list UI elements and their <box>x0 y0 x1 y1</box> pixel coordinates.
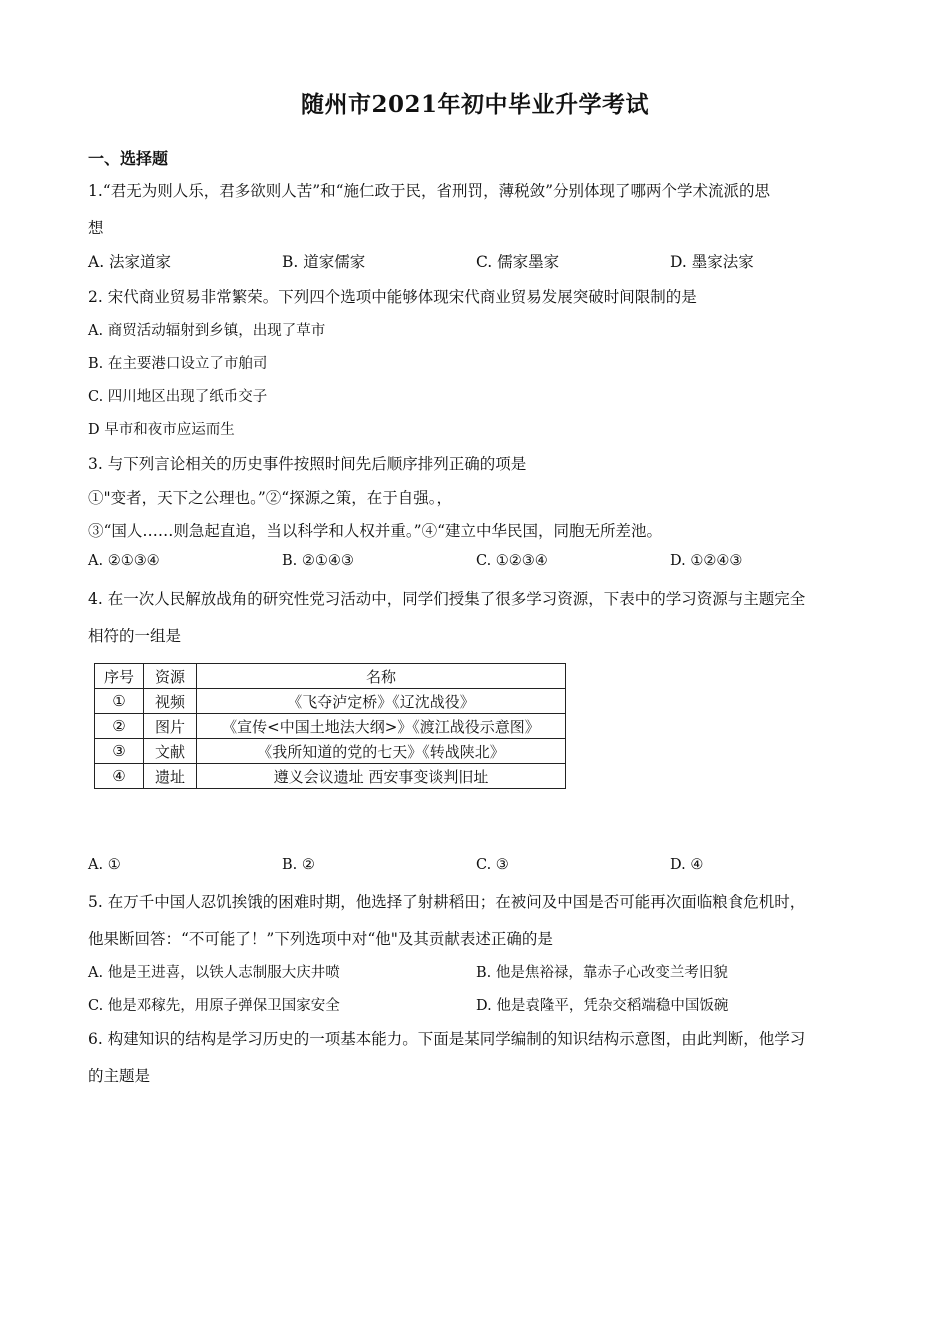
table-cell: 视频 <box>144 689 197 714</box>
table-header-cell: 名称 <box>197 664 566 689</box>
table-row <box>95 739 566 764</box>
question-6-text: 6. 构建知识的结构是学习历史的一项基本能力。下面是某同学编制的知识结构示意图，由此判断，他学习 <box>88 1030 806 1048</box>
q2-option-d[interactable]: D 早市和夜市应运而生 <box>88 422 235 438</box>
question-5-text-cont: 他果断回答：“不可能了！”下列选项中对“他"及其贡献表述正确的是 <box>88 930 553 948</box>
question-1-text: 1.“君无为则人乐，君多欲则人苦”和“施仁政于民，省刑罚，薄税敛”分别体现了哪两个学术流派的思 <box>88 182 770 200</box>
table-cell: 《宣传<中国土地法大纲>》《渡江战役示意图》 <box>197 714 566 739</box>
question-1-text-cont: 想 <box>88 219 104 237</box>
page-title: 随州市2021年初中毕业升学考试 <box>300 91 649 118</box>
question-3-quote-2: ③“国人……则急起直追，当以科学和人权并重。”④“建立中华民国，同胞无所差池。 <box>88 522 663 540</box>
section-heading: 一、选择题 <box>88 149 169 168</box>
q1-option-a[interactable]: A. 法家道家 <box>88 253 172 271</box>
table-cell: 文献 <box>144 739 197 764</box>
table-row <box>95 764 566 789</box>
q1-option-d[interactable]: D. 墨家法家 <box>670 253 754 271</box>
question-3-quote-1: ①"变者，天下之公理也。”②“探源之策，在于自强。， <box>88 489 452 507</box>
q3-option-b[interactable]: B. ②①④③ <box>282 553 354 569</box>
table-cell: 遵义会议遗址 西安事变谈判旧址 <box>197 764 566 789</box>
table-cell: ③ <box>95 739 144 764</box>
resource-table <box>94 663 566 789</box>
table-header-cell: 资源 <box>144 664 197 689</box>
q2-option-c[interactable]: C. 四川地区出现了纸币交子 <box>88 389 268 405</box>
table-cell: 图片 <box>144 714 197 739</box>
table-row <box>95 714 566 739</box>
table-cell: 《飞夺泸定桥》《辽沈战役》 <box>197 689 566 714</box>
q4-option-d[interactable]: D. ④ <box>670 857 704 873</box>
question-6-text-cont: 的主题是 <box>88 1067 151 1085</box>
q3-option-d[interactable]: D. ①②④③ <box>670 553 743 569</box>
q2-option-a[interactable]: A. 商贸活动辐射到乡镇，出现了草市 <box>88 323 326 339</box>
q3-option-a[interactable]: A. ②①③④ <box>88 553 160 569</box>
table-cell: ④ <box>95 764 144 789</box>
question-2-text: 2. 宋代商业贸易非常繁荣。下列四个选项中能够体现宋代商业贸易发展突破时间限制的是 <box>88 288 697 306</box>
table-header-cell: 序号 <box>95 664 144 689</box>
table-row <box>95 689 566 714</box>
question-4-text: 4. 在一次人民解放战角的研究性党习活动中，同学们授集了很多学习资源，下表中的学习资源与主题完全 <box>88 590 806 608</box>
q5-option-c[interactable]: C. 他是邓稼先，用原子弹保卫国家安全 <box>88 998 340 1014</box>
q5-option-a[interactable]: A. 他是王进喜，以铁人志制服大庆井喷 <box>88 965 340 981</box>
table-cell: 遗址 <box>144 764 197 789</box>
table-cell: ② <box>95 714 144 739</box>
table-header-row <box>95 664 566 689</box>
q4-option-b[interactable]: B. ② <box>282 857 315 873</box>
q5-option-b[interactable]: B. 他是焦裕禄，靠赤子心改变兰考旧貌 <box>476 965 728 981</box>
q2-option-b[interactable]: B. 在主要港口设立了市舶司 <box>88 356 268 372</box>
question-3-text: 3. 与下列言论相关的历史事件按照时间先后顺序排列正确的项是 <box>88 455 527 473</box>
q1-option-b[interactable]: B. 道家儒家 <box>282 253 366 271</box>
question-4-text-cont: 相符的一组是 <box>88 627 182 645</box>
q1-option-c[interactable]: C. 儒家墨家 <box>476 253 560 271</box>
question-5-text: 5. 在万千中国人忍饥挨饿的困难时期，他选择了射耕稻田；在被问及中国是否可能再次面临粮食危机时， <box>88 893 806 911</box>
q4-option-c[interactable]: C. ③ <box>476 857 509 873</box>
table-cell: 《我所知道的党的七天》《转战陕北》 <box>197 739 566 764</box>
table-cell: ① <box>95 689 144 714</box>
q5-option-d[interactable]: D. 他是袁隆平，凭杂交稻端稳中国饭碗 <box>476 998 729 1014</box>
q3-option-c[interactable]: C. ①②③④ <box>476 553 548 569</box>
q4-option-a[interactable]: A. ① <box>88 857 121 873</box>
